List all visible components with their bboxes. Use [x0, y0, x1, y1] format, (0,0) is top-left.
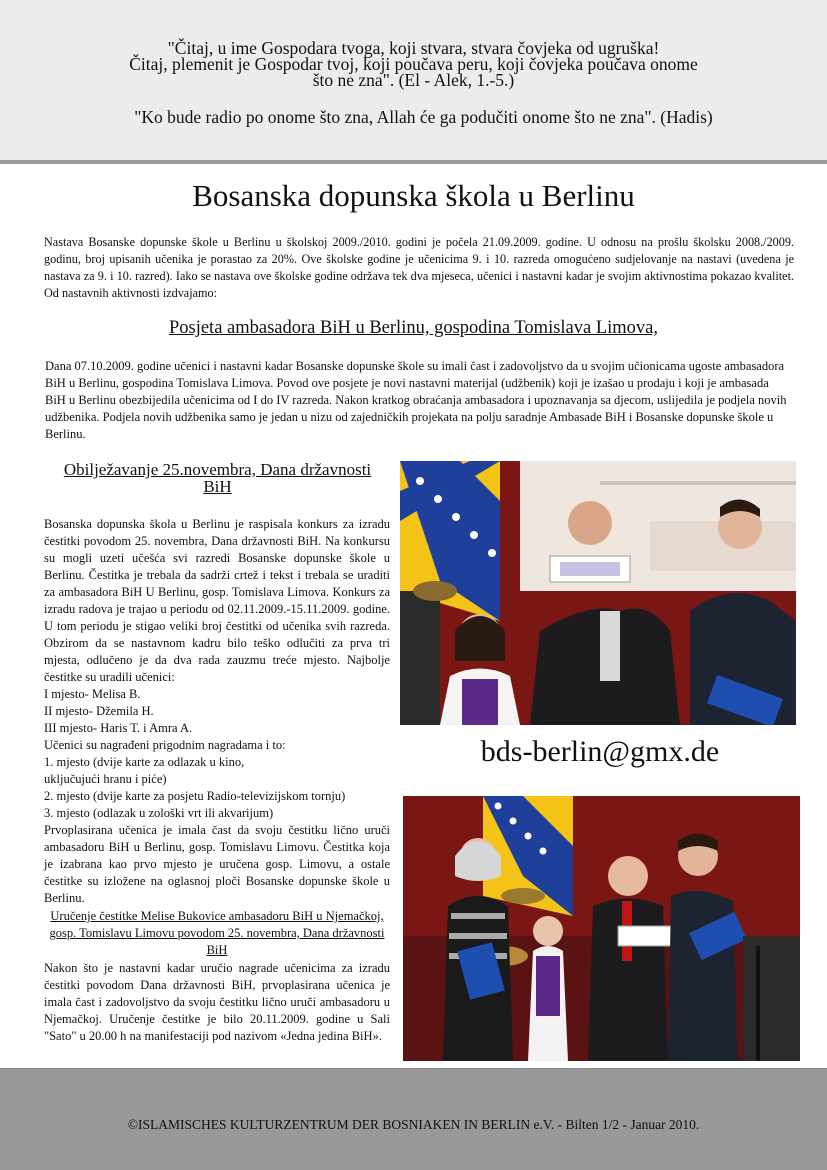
- place-item: I mjesto- Melisa B.: [44, 687, 141, 701]
- prize-item: 3. mjesto (odlazak u zološki vrt ili akvarijum): [44, 806, 274, 820]
- quote-line: "Čitaj, u ime Gospodara tvoga, koji stvara, stvara čovjeka od ugruška!: [167, 38, 660, 58]
- left-column: [44, 516, 390, 1045]
- photo-illustration: [400, 461, 796, 725]
- card-handover-photo: [403, 796, 800, 1061]
- prizes-intro: Učenici su nagrađeni prigodnim nagradama i to:: [44, 738, 286, 752]
- closing-paragraph: Nakon što je nastavni kadar uručio nagrade učenicima za izradu čestitki povodom Dana državnosti BiH, prvoplasirana učenica je imala čast i zadovoljstvo da svoju čestitku lično uruči ambasadoru u Njemačkoj. Uručenje čestitke je bilo 20.11.2009. godine u Sali "Sato" u 20.00 h na manifestaciji pod nazivom «Jedna jedina BiH».: [44, 961, 390, 1043]
- page-title: Bosanska dopunska škola u Berlinu: [192, 178, 635, 213]
- prize-item: 2. mjesto (dvije karte za posjetu Radio-televizijskom tornju): [44, 789, 346, 803]
- prize-item: 1. mjesto (dvije karte za odlazak u kino,: [44, 755, 245, 769]
- header-quotes: [0, 0, 827, 164]
- photo-illustration: [403, 796, 800, 1061]
- place-item: II mjesto- Džemila H.: [44, 704, 154, 718]
- contact-email[interactable]: bds-berlin@gmx.de: [480, 735, 720, 768]
- photo-caption: Uručenje čestitke Melise Bukovice ambasadoru BiH u Njemačkoj, gosp. Tomislavu Limovu povodom 25. novembra, Dana državnosti BiH: [49, 909, 385, 957]
- contest-paragraph: Bosanska dopunska škola u Berlinu je raspisala konkurs za izradu čestitki povodom 25. novembra, Dana državnosti BiH. Na konkursu su mogli uzeti učešća svi razredi Bosanske dopunske škole u Berlinu. Čestitka je trebala da sadrži crtež i tekst i trebala se uraditi za ambasadora BiH U Berlinu, gosp. Tomislava Limova. Konkurs za izradu radova je trajao u periodu od 02.11.2009.-15.11.2009. godine. U tom periodu je stigao veliki broj čestitki od učenika svih razreda. Obzirom da se nastavnom kadru bilo teško odlučiti za prva tri mjesta, odlučeno je da dva rada zauzmu treće mjesto. Najbolje čestitke su uradili učenici:: [44, 517, 390, 684]
- quran-quote: [60, 40, 767, 88]
- place-item: III mjesto- Haris T. i Amra A.: [44, 721, 193, 735]
- visit-heading: Posjeta ambasadora BiH u Berlinu, gospodina Tomislava Limova,: [168, 318, 659, 338]
- visit-paragraph: Dana 07.10.2009. godine učenici i nastavni kadar Bosanske dopunske škole su imali čast i zadovoljstvo da u svojim učionicama ugoste ambasadora BiH u Berlinu, gospodina Tomislava Limova. Povod ove posjete je novi nastavni materijal (udžbenik) koji je izašao u prodaju i koji je ambasada BiH u Berlinu obezbijedila učenicima od I do IV razreda. Nakon kratkog obraćanja ambasadora i upoznavanja sa djecom, uslijedila je podjela novih udžbenika. Podjela novih udžbenika samo je jedan u nizu od zajedničkih projekata na polju saradnje Ambasade BiH i Bosanske dopunske škole u Berlinu.: [45, 359, 787, 441]
- quote-line: Čitaj, plemenit je Gospodar tvoj, koji poučava peru, koji čovjeka poučava onome: [129, 54, 698, 74]
- ambassador-visit-photo: [400, 461, 796, 725]
- intro-paragraph: Nastava Bosanske dopunske škole u Berlinu u školskoj 2009./2010. godini je počela 21.09.2009. godine. U odnosu na prošlu školsku 2008./2009. godinu, broj upisanih učenika je porastao za 20%. Ove školske godine je učenicima 9. i 10. razreda omogućeno sudjelovanje na nastavi (uvedena je nastava za 9. i 10. razred). Iako se nastava ove školske godine održava tek dva mjeseca, učenici i nastavni kadar je svojim aktivnostima pokazao kvalitet. Od nastavnih aktivnosti izdvajamo:: [44, 235, 794, 300]
- hadith-quote: "Ko bude radio po onome što zna, Allah će ga podučiti onome što ne zna". (Hadis): [134, 107, 713, 127]
- prize-item: uključujući hranu i piće): [44, 772, 167, 786]
- footer: [0, 1068, 827, 1170]
- footer-text: ©ISLAMISCHES KULTURZENTRUM DER BOSNIAKEN IN BERLIN e.V. - Bilten 1/2 - Januar 2010.: [127, 1117, 700, 1132]
- winner-paragraph: Prvoplasirana učenica je imala čast da svoju čestitku lično uruči ambasadoru BiH u Berlinu, gosp. Tomislavu Limovu. Čestitka koja je izabrana kao prvo mjesto je uručena gosp. Limovu, a ostale čestitke su izložene na oglasnoj ploči Bosanske dopunske škole u Berlinu.: [44, 823, 390, 905]
- quote-line: što ne zna". (El - Alek, 1.-5.): [312, 70, 515, 90]
- statehood-day-heading: Obilježavanje 25.novembra, Dana državnosti BiH: [63, 460, 372, 496]
